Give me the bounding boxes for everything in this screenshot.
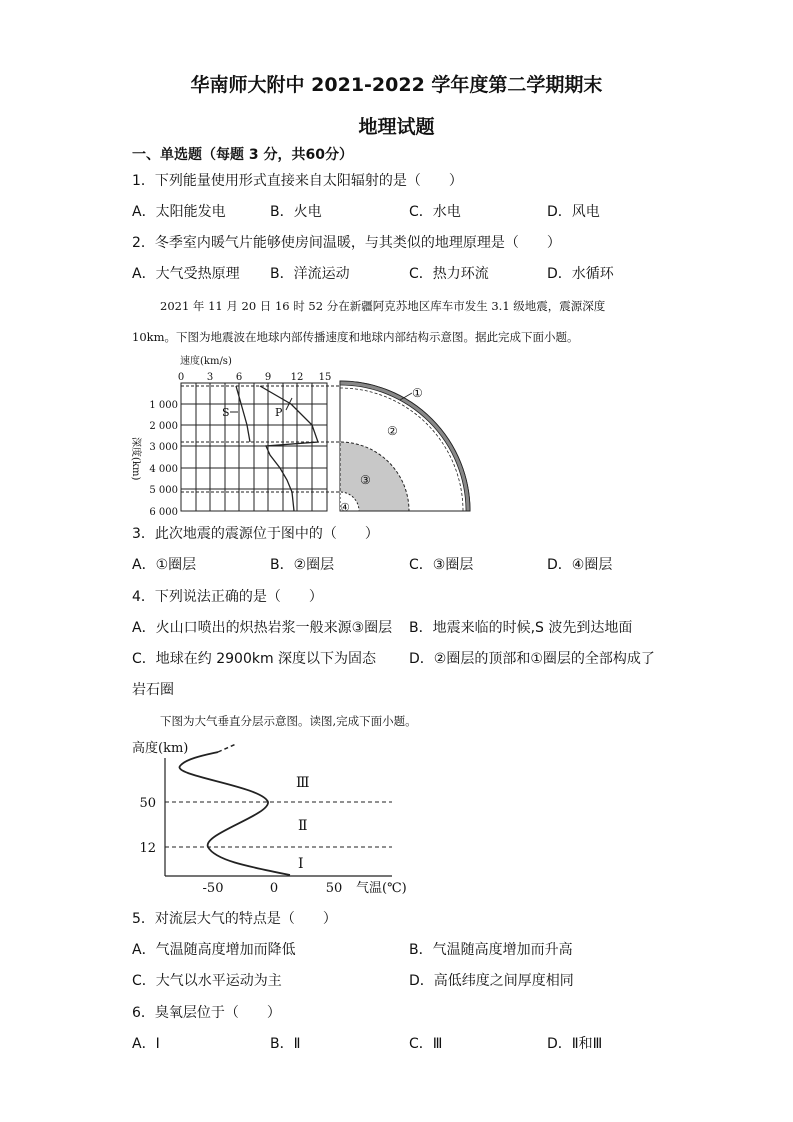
question-6-stem: 6．臭氧层位于（ ） xyxy=(132,1005,281,1021)
y-tick-6000: 6 000 xyxy=(149,507,178,518)
question-6-option-b: B．Ⅱ xyxy=(270,1036,301,1052)
question-4-option-b: B．地震来临的时候,S 波先到达地面 xyxy=(409,620,633,636)
question-2-option-b: B．洋流运动 xyxy=(270,266,350,282)
question-2-option-a: A．大气受热原理 xyxy=(132,266,240,282)
depth-axis-label: 深度(km) xyxy=(130,437,141,481)
question-4-option-d-continuation: 岩石圈 xyxy=(132,682,174,698)
layer-2-label: ② xyxy=(387,424,398,438)
question-5-option-b: B．气温随高度增加而升高 xyxy=(409,942,573,958)
question-1-option-a: A．太阳能发电 xyxy=(132,204,226,220)
x-tick-3: 3 xyxy=(206,372,214,383)
x-tick-15: 15 xyxy=(318,372,332,383)
question-6-option-a: A．Ⅰ xyxy=(132,1036,160,1052)
page-title: 华南师大附中 2021-2022 学年度第二学期期末 xyxy=(190,74,603,96)
temp-tick-50: 50 xyxy=(325,881,343,896)
temp-tick-0: 0 xyxy=(269,881,279,896)
question-2-option-c: C．热力环流 xyxy=(409,266,489,282)
layer-II-label: Ⅱ xyxy=(298,818,308,834)
passage-2: 下图为大气垂直分层示意图。读图,完成下面小题。 xyxy=(160,714,417,728)
question-1-option-b: B．火电 xyxy=(270,204,322,220)
question-4-option-a: A．火山口喷出的炽热岩浆一般来源③圈层 xyxy=(132,620,393,636)
y-tick-3000: 3 000 xyxy=(149,442,178,453)
page-subtitle: 地理试题 xyxy=(358,116,435,138)
question-5-option-c: C．大气以水平运动为主 xyxy=(132,973,282,989)
question-4-option-d: D．②圈层的顶部和①圈层的全部构成了 xyxy=(409,651,655,667)
question-2-option-d: D．水循环 xyxy=(547,266,614,282)
p-wave-label: P xyxy=(275,406,283,419)
layer-III-label: Ⅲ xyxy=(296,775,310,791)
question-3-stem: 3．此次地震的震源位于图中的（ ） xyxy=(132,526,379,542)
question-3-option-b: B．②圈层 xyxy=(270,557,335,573)
passage-1-line-1: 2021 年 11 月 20 日 16 时 52 分在新疆阿克苏地区库车市发生 3.1 级地震，震源深度 xyxy=(160,299,606,313)
altitude-tick-50: 50 xyxy=(139,796,156,811)
s-wave-label: S xyxy=(222,406,230,419)
passage-1-line-2: 10km。下图为地震波在地球内部传播速度和地球内部结构示意图。据此完成下面小题。 xyxy=(132,330,579,344)
y-tick-2000: 2 000 xyxy=(149,421,178,432)
question-4-option-c: C．地球在约 2900km 深度以下为固态 xyxy=(132,651,377,667)
question-6-option-c: C．Ⅲ xyxy=(409,1036,443,1052)
layer-4-label: ④ xyxy=(340,501,350,514)
x-tick-9: 9 xyxy=(264,372,272,383)
temp-axis-label: 气温(℃) xyxy=(356,881,407,896)
layer-1-label: ① xyxy=(412,386,423,400)
x-tick-12: 12 xyxy=(290,372,304,383)
question-3-option-d: D．④圈层 xyxy=(547,557,613,573)
question-6-option-d: D．Ⅱ和Ⅲ xyxy=(547,1036,603,1052)
velocity-axis-label: 速度(km/s) xyxy=(180,356,232,367)
question-3-option-a: A．①圈层 xyxy=(132,557,197,573)
layer-3-label: ③ xyxy=(360,473,371,487)
y-tick-4000: 4 000 xyxy=(149,464,178,475)
question-1-option-c: C．水电 xyxy=(409,204,461,220)
question-2-stem: 2．冬季室内暖气片能够使房间温暖，与其类似的地理原理是（ ） xyxy=(132,235,561,251)
question-1-stem: 1．下列能量使用形式直接来自太阳辐射的是（ ） xyxy=(132,173,463,189)
question-5-option-d: D．高低纬度之间厚度相同 xyxy=(409,973,574,989)
x-tick-0: 0 xyxy=(177,372,185,383)
altitude-axis-label: 高度(km) xyxy=(132,741,189,756)
y-tick-5000: 5 000 xyxy=(149,485,178,496)
layer-I-label: Ⅰ xyxy=(298,856,304,872)
altitude-tick-12: 12 xyxy=(139,841,156,856)
section-heading: 一、单选题（每题 3 分，共60分） xyxy=(132,147,353,163)
question-1-option-d: D．风电 xyxy=(547,204,600,220)
question-3-option-c: C．③圈层 xyxy=(409,557,474,573)
x-tick-6: 6 xyxy=(235,372,243,383)
question-5-option-a: A．气温随高度增加而降低 xyxy=(132,942,296,958)
temperature-curve xyxy=(179,752,290,875)
temp-tick-minus50: -50 xyxy=(202,881,224,896)
question-4-stem: 4．下列说法正确的是（ ） xyxy=(132,589,323,605)
question-5-stem: 5．对流层大气的特点是（ ） xyxy=(132,911,337,927)
y-tick-1000: 1 000 xyxy=(149,400,178,411)
